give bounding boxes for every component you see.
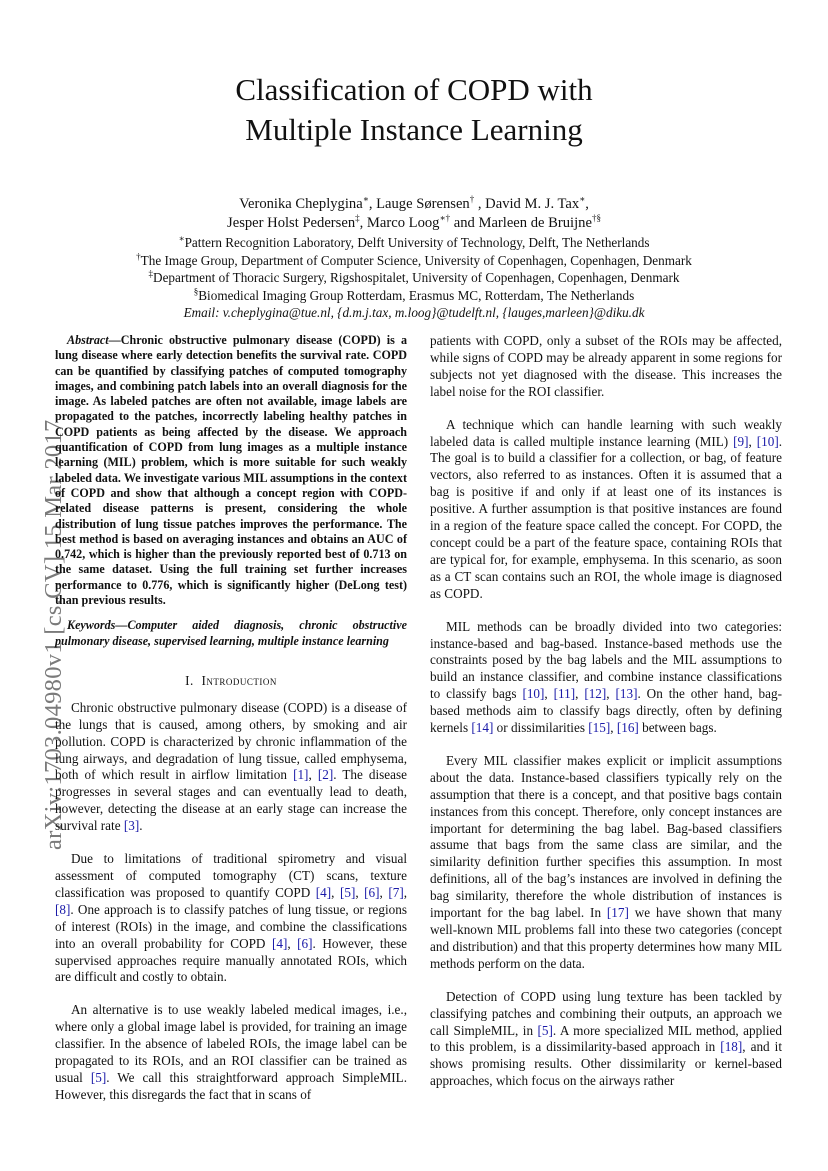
author-name: , David M. J. Tax [474, 196, 580, 212]
paragraph-text: , [606, 686, 616, 702]
paper-title [100, 70, 728, 150]
affiliation [100, 252, 728, 270]
citation-link[interactable]: [13] [615, 686, 638, 702]
affiliation-mark: † [469, 194, 475, 205]
paragraph-text: , [610, 720, 617, 736]
paragraph [55, 851, 407, 986]
paragraph-text: MIL methods can be broadly divided into two categories: instance-based and bag-based. Instance-based methods use the constraints posed by the bag labels and the MIL assumptions to build an instance classifier, and combine instance classifications to classify bags [430, 618, 782, 702]
paragraph [430, 619, 782, 737]
paragraph-text: Every MIL classifier makes explicit or implicit assumptions about the data. Instance-based classifiers typically rely on the assumption that there is a concept, and that positive bags contain instances from this concept. Therefore, only concept instances are important for determining the bag label. Bag-based classifiers assume that bags from the same class are similar, and the similarity definition further specifies this assumption. In most definitions, all of the bag’s instances are involved in defining the bag similarity, therefore the whole distribution of instances is important for the bag label. In [430, 752, 782, 921]
keywords: Keywords—Computer aided diagnosis, chronic obstructive pulmonary disease, supervised learning, multiple instance learning [55, 618, 407, 648]
paragraph-text: , [355, 884, 365, 900]
affiliation-text: Department of Thoracic Surgery, Rigshospitalet, University of Copenhagen, Copenhagen, Denmark [153, 270, 680, 285]
citation-link[interactable]: [10] [522, 686, 545, 702]
paragraph-text: . One approach is to classify patches of lung tissue, or regions of interest (ROIs) in the image, and combine the classifications into an overall probability for COPD [55, 901, 407, 951]
paragraph-text: , [331, 884, 340, 900]
citation-link[interactable]: [2] [317, 767, 334, 783]
paragraph [430, 753, 782, 973]
citation-link[interactable]: [17] [606, 905, 629, 921]
affiliation-mark: † [136, 251, 141, 262]
paragraph-text: , [575, 686, 585, 702]
citation-link[interactable]: [5] [537, 1022, 553, 1038]
paragraph-text: . However, these supervised approaches require manually annotated ROIs, which are difficult and costly to obtain. [55, 935, 408, 985]
email-line[interactable]: Email: v.cheplygina@tue.nl, {d.m.j.tax, m.loog}@tudelft.nl, {lauges,marleen}@diku.dk [183, 305, 645, 320]
affiliation [100, 234, 728, 252]
paragraph-text: between bags. [638, 720, 717, 736]
paragraph-text: , [544, 686, 554, 702]
paragraph [430, 417, 782, 603]
arxiv-stamp [20, 352, 67, 850]
paragraph-text: . We call this straightforward approach SimpleMIL. However, this disregards the fact that in scans of [55, 1069, 407, 1102]
affiliation [100, 269, 728, 287]
affiliation-text: Pattern Recognition Laboratory, Delft University of Technology, Delft, The Netherlands [184, 235, 650, 250]
paragraph-text: A technique which can handle learning with such weakly labeled data is called multiple instance learning (MIL) [430, 416, 782, 449]
author-name: Jesper Holst Pedersen [227, 215, 356, 231]
affiliation-mark: ∗ [178, 233, 185, 244]
paragraph-text: , [287, 935, 298, 951]
paragraph [55, 1002, 407, 1103]
citation-link[interactable]: [15] [588, 720, 611, 736]
paragraph-text: , [308, 767, 318, 783]
citation-link[interactable]: [12] [584, 686, 607, 702]
abstract-label: Abstract [67, 333, 109, 347]
paragraph-text: . A more specialized MIL method, applied to this problem, is a dissimilarity-based approach in [430, 1022, 782, 1055]
citation-link[interactable]: [10] [756, 433, 779, 449]
citation-link[interactable]: [11] [553, 686, 576, 702]
affiliation-list [100, 234, 728, 322]
citation-link[interactable]: [4] [271, 935, 288, 951]
paragraph [55, 700, 407, 835]
citation-link[interactable]: [8] [55, 901, 71, 917]
author-line-1 [100, 195, 728, 214]
citation-link[interactable]: [3] [123, 818, 140, 834]
citation-link[interactable]: [4] [315, 884, 332, 900]
affiliation-mark: § [193, 286, 199, 297]
citation-link[interactable]: [5] [90, 1069, 107, 1085]
citation-link[interactable]: [6] [297, 935, 313, 951]
paragraph-text: , [748, 433, 757, 449]
section-heading [55, 673, 407, 690]
paragraph-text: . The goal is to build a classifier for a collection, or bag, of feature vectors, also referred to as instances. Often it is assumed that a bag is positive if and only if at least one of its instances is positive. A further assumption is that positive instances are found in a region of the feature space called the concept. For COPD, the concept could be a part of the feature space, containing ROIs that are typical for, for example, emphysema. In this scenario, as soon as a CT scan contains such an ROI, the whole image is diagnosed as COPD. [430, 433, 783, 601]
citation-link[interactable]: [18] [720, 1039, 743, 1055]
paragraph-text: , and it shows promising results. Other dissimilarity or kernel-based approaches, which focus on the airways rather [430, 1039, 782, 1089]
author-name: , Lauge Sørensen [368, 196, 470, 212]
author-separator: , [585, 196, 589, 212]
title-line-2: Multiple Instance Learning [245, 112, 583, 147]
citation-link[interactable]: [16] [616, 720, 639, 736]
affiliation-mark: ∗ [579, 194, 586, 205]
citation-link[interactable]: [9] [733, 433, 749, 449]
author-line-2 [100, 214, 728, 233]
left-column [55, 333, 407, 1120]
citation-link[interactable]: [5] [339, 884, 356, 900]
paragraph: patients with COPD, only a subset of the ROIs may be affected, while signs of COPD may be already apparent in some regions for subjects not yet diagnosed with the disease. This increases the label noise for the ROI classifier. [430, 333, 782, 399]
paragraph-text: . The disease progresses in several stages and can eventually lead to death, however, detecting the disease at an early stage can increase the survival rate [55, 767, 407, 834]
affiliation-mark: ∗ [362, 194, 369, 205]
author-name: and Marleen de Bruijne [450, 215, 592, 231]
title-line-1: Classification of COPD with [235, 72, 593, 107]
affiliation-mark: ∗† [439, 213, 451, 224]
affiliation-text: Biomedical Imaging Group Rotterdam, Erasmus MC, Rotterdam, The Netherlands [198, 287, 635, 303]
affiliation-mark: ‡ [148, 268, 154, 279]
abstract-text: —Chronic obstructive pulmonary disease (COPD) is a lung disease where early detection benefits the survival rate. COPD can be quantified by classifying patches of computed tomography images, and combining patch labels into an overall diagnosis for the image. As labeled patches are often not available, image labels are propagated to the patches, incorrectly labeling healthy patches in COPD patients as being affected by the disease. We approach quantification of COPD from lung images as a multiple instance learning (MIL) problem, which is more suitable for such weakly labeled data. We investigate various MIL assumptions in the context of COPD and show that although a concept region with COPD-related disease patterns is present, considering the whole distribution of lung tissue patches improves the performance. The best method is based on averaging instances and obtains an AUC of 0.742, which is higher than the previously reported best of 0.713 on the same dataset. Using the full training set further increases performance to 0.776, which is significantly higher (DeLong test) than previous results. [55, 333, 407, 608]
paragraph [430, 989, 782, 1090]
affiliation [100, 287, 728, 305]
affiliation-text: The Image Group, Department of Computer Science, University of Copenhagen, Copenhagen, Denmark [140, 252, 692, 268]
section-title: Introduction [201, 672, 277, 688]
affiliation-mark: †§ [591, 213, 601, 224]
arxiv-identifier[interactable]: arXiv:1703.04980v1 [cs.CV] 15 Mar 2017 [40, 419, 67, 850]
paragraph-text: , [403, 884, 408, 900]
paragraph-text: we have shown that many well-known MIL problems fall into these two categories (concept and distribution) and that this property determines how many MIL methods perform on the data. [430, 905, 782, 971]
citation-link[interactable]: [14] [471, 720, 494, 736]
paragraph-text: Chronic obstructive pulmonary disease (COPD) is a disease of the lungs that is caused, among others, by smoking and air pollution. COPD is characterized by chronic inflammation of the lung airways, and degradation of lung tissue, called emphysema, both of which result in airflow limitation [55, 699, 407, 783]
paragraph-text: Detection of COPD using lung texture has been tackled by classifying patches and combining their outputs, an approach we call SimpleMIL, in [430, 988, 782, 1038]
paragraph-text: . [139, 818, 143, 834]
paragraph-text: , [379, 884, 389, 900]
section-number: I. [185, 672, 194, 688]
abstract [55, 333, 407, 608]
paragraph-text: Due to limitations of traditional spirometry and visual assessment of computed tomography (CT) scans, texture classification was proposed to quantify COPD [55, 851, 407, 900]
right-column [430, 333, 782, 1106]
affiliation-mark: ‡ [355, 213, 360, 224]
paragraph-text: An alternative is to use weakly labeled medical images, i.e., where only a global image label is provided, for training an image classifier. In the absence of labeled ROIs, the image label can be propagated to its ROIs, and an ROI classifier can be trained as usual [55, 1002, 407, 1085]
paragraph-text: . On the other hand, bag-based methods aim to classify bags directly, often by defining kernels [430, 686, 782, 736]
citation-link[interactable]: [1] [293, 767, 309, 783]
citation-link[interactable]: [6] [364, 884, 380, 900]
paragraph-text: or dissimilarities [493, 720, 589, 736]
author-list [100, 195, 728, 233]
author-name: , Marco Loog [359, 215, 440, 231]
citation-link[interactable]: [7] [388, 884, 404, 900]
author-name: Veronika Cheplygina [239, 196, 363, 212]
